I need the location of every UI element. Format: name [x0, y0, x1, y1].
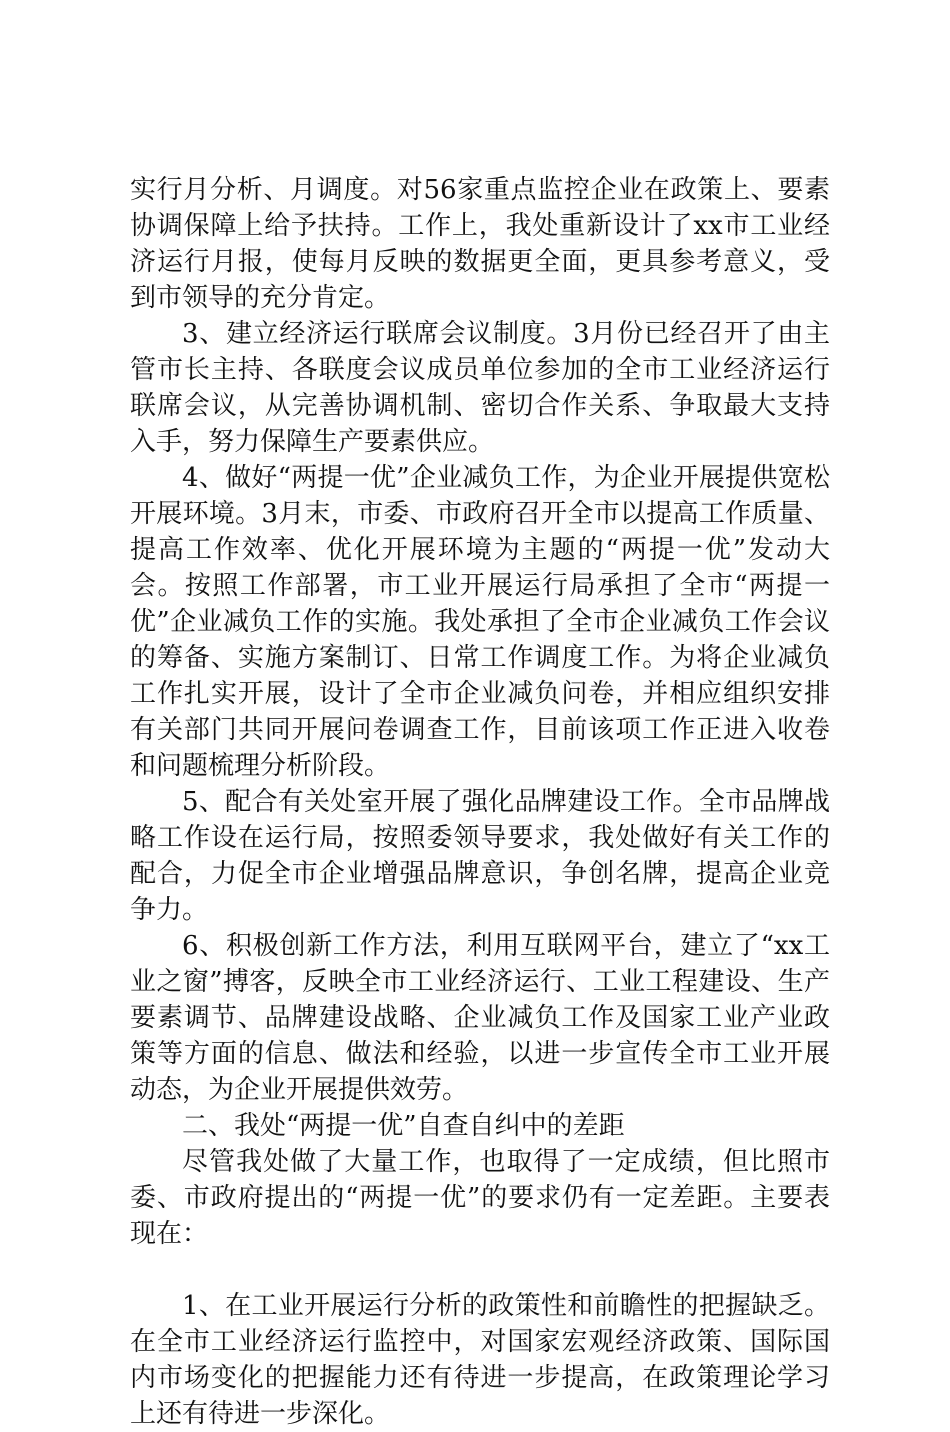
paragraph-item-4: 4、做好“两提一优”企业减负工作，为企业开展提供宽松开展环境。3月末，市委、市政府召开全市以提高工作质量、提高工作效率、优化开展环境为主题的“两提一优”发动大会。按照工作部署，市工业开展运行局承担了全市“两提一优”企业减负工作的实施。我处承担了全市企业减负工作会议的筹备、实施方案制订、日常工作调度工作。为将企业减负工作扎实开展，设计了全市企业减负问卷，并相应组织安排有关部门共同开展问卷调查工作，目前该项工作正进入收卷和问题梳理分析阶段。	[130, 463, 830, 781]
paragraph-gap-1: 1、在工业开展运行分析的政策性和前瞻性的把握缺乏。在全市工业经济运行监控中，对国家宏观经济政策、国际国内市场变化的把握能力还有待进一步提高，在政策理论学习上还有待进一步深化。	[130, 1291, 830, 1429]
section-heading-2: 二、我处“两提一优”自查自纠中的差距	[182, 1111, 625, 1141]
paragraph-item-3: 3、建立经济运行联席会议制度。3月份已经召开了由主管市长主持、各联度会议成员单位参加的全市工业经济运行联席会议，从完善协调机制、密切合作关系、争取最大支持入手，努力保障生产要素供应。	[130, 319, 830, 457]
paragraph-item-5: 5、配合有关处室开展了强化品牌建设工作。全市品牌战略工作设在运行局，按照委领导要求，我处做好有关工作的配合，力促全市企业增强品牌意识，争创名牌，提高企业竞争力。	[130, 787, 830, 925]
paragraph-spacer	[130, 1252, 830, 1288]
paragraph-item-6: 6、积极创新工作方法，利用互联网平台，建立了“xx工业之窗”搏客，反映全市工业经济运行、工业工程建设、生产要素调节、品牌建设战略、企业减负工作及国家工业产业政策等方面的信息、做法和经验，以进一步宣传全市工业开展动态，为企业开展提供效劳。	[130, 931, 830, 1105]
document-body	[130, 172, 830, 1432]
paragraph-continuation: 实行月分析、月调度。对56家重点监控企业在政策上、要素协调保障上给予扶持。工作上，我处重新设计了xx市工业经济运行月报，使每月反映的数据更全面，更具参考意义，受到市领导的充分肯定。	[130, 175, 830, 313]
paragraph-summary: 尽管我处做了大量工作，也取得了一定成绩，但比照市委、市政府提出的“两提一优”的要求仍有一定差距。主要表现在：	[130, 1147, 830, 1249]
